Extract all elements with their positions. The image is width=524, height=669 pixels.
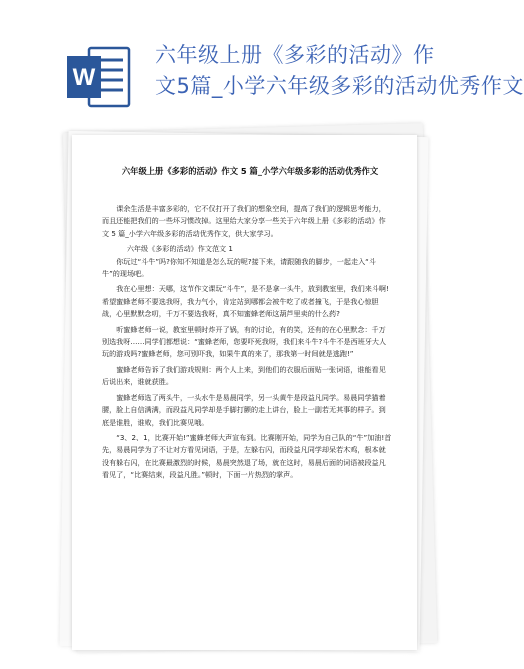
word-document-icon <box>63 42 133 112</box>
bottom-fade <box>0 639 474 669</box>
document-body <box>102 203 392 485</box>
paragraph: 听蜜蜂老师一说，教室里顿时炸开了锅，有的讨论，有的笑，还有的在心里默念：千万别选我呀……同学们都想说：“蜜蜂老师，您要吓死我呀，我们来斗牛?斗牛不是西班牙大人玩的游戏吗?蜜蜂老师，您可别吓我，如果牛真的来了，那我第一时间就是逃跑!” <box>102 324 387 359</box>
banner-title-line-2: 文5篇_小学六年级多彩的活动优秀作文 <box>155 74 524 98</box>
word-logo-letter: W <box>72 64 96 91</box>
section-heading: 六年级《多彩的活动》作文范文 1 <box>126 244 233 254</box>
paragraph: 我在心里想：天哪，这节作文课玩“斗牛”，是不是拿一头牛，放到教室里，我们来斗啊!希望蜜蜂老师不要选我呀，我力气小，肯定站到哪都会被牛吃了或者撞飞，于是我心惊胆战，心里默默念叨，千万不要选我呀，真不知蜜蜂老师这葫芦里卖的什么药? <box>102 284 389 319</box>
banner-title <box>155 40 524 102</box>
paragraph: 蜜蜂老师选了两头牛，一头水牛是易晨同学，另一头黄牛是段益凡同学。易晨同学猫着腰，脸上自信满满，而段益凡同学却是手脚打颤的走上讲台，脸上一副若无其事的样子。到底是谁胜，谁败，我们比赛见哦。 <box>102 392 386 427</box>
paragraph: “3、2、1，比赛开始!”蜜蜂老师大声宣布到。比赛刚开始，同学为自己队的“牛”加油!首先，易晨同学为了不让对方看见词语，于是，左躲右闪，而段益凡同学却呆若木鸡，根本就没有躲右闪，在比赛最激烈的时候，易晨突然退了场，就在这时，易晨后面的词语被段益凡看见了，“比赛结束，段益凡胜。”顿时，下面一片热烈的掌声。 <box>102 432 392 480</box>
paragraph-intro: 课余生活是丰富多彩的，它不仅打开了我们的想象空间，提高了我们的逻辑思考能力，而且还能把我们的一些坏习惯改掉。这里给大家分享一些关于六年级上册《多彩的活动》作文 5 篇_小学六年级多彩的活动优秀作文，供大家学习。 <box>102 204 386 238</box>
document-page <box>72 135 417 650</box>
paragraph: 你玩过“斗牛”吗?你知不知道是怎么玩的呢?接下来，请跟随我的脚步，一起走入“斗牛”的现场吧。 <box>102 256 376 279</box>
paragraph: 蜜蜂老师告诉了我们游戏规则：两个人上来，到他们的衣服后面贴一张词语，谁能看见后说出来，谁就获胜。 <box>102 364 386 387</box>
document-title: 六年级上册《多彩的活动》作文 5 篇_小学六年级多彩的活动优秀作文 <box>121 166 379 176</box>
banner-title-line-1: 六年级上册《多彩的活动》作 <box>155 43 435 67</box>
header-banner <box>0 0 524 140</box>
